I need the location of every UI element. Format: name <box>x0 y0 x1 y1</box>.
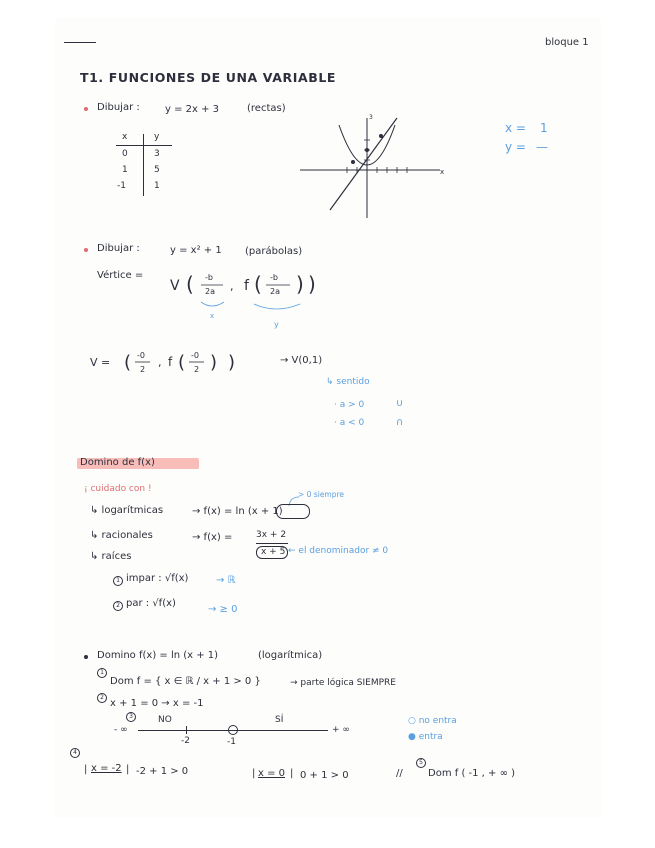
legend-included: ● entra <box>408 732 443 742</box>
xy-table-cell: 5 <box>154 165 160 175</box>
xy-table-header-y: y <box>154 132 160 142</box>
svg-text:): ) <box>210 352 218 373</box>
tick-label-1: -2 <box>181 736 190 746</box>
xy-table-divider <box>143 134 144 196</box>
graph-y-label: 3 <box>369 114 373 121</box>
warning-text: ¡ cuidado con ! <box>84 484 152 494</box>
log-argument-box <box>276 504 310 519</box>
svg-text:2a: 2a <box>205 287 215 296</box>
xy-table-cell: 1 <box>122 165 128 175</box>
xy-table-cell: 3 <box>154 149 160 159</box>
rational-fraction-bar <box>256 543 288 544</box>
side-x-value: 1 <box>540 121 548 135</box>
svg-text:V: V <box>170 278 180 294</box>
svg-text:): ) <box>296 272 304 296</box>
even-root: par : √f(x) <box>126 598 176 609</box>
top-left-dash <box>64 42 96 43</box>
number-line-tick-1 <box>186 726 187 734</box>
svg-text:-0: -0 <box>137 351 145 360</box>
s2-type: (parábolas) <box>245 246 303 257</box>
svg-text:2: 2 <box>140 365 146 374</box>
xy-table-header-rule <box>116 145 172 146</box>
svg-text:,: , <box>158 356 162 369</box>
xy-table-header-x: x <box>122 132 128 142</box>
even-number-badge: 2 <box>113 601 123 611</box>
svg-text:(: ( <box>178 352 186 373</box>
test2-bar: | <box>252 768 256 779</box>
test2-rest: 0 + 1 > 0 <box>300 770 349 781</box>
odd-root-result: → ℝ <box>216 575 236 586</box>
svg-text:): ) <box>228 352 236 373</box>
xy-table-cell: -1 <box>117 181 126 191</box>
example-type: (logarítmica) <box>258 650 323 661</box>
final-domain: Dom f ( -1 , + ∞ ) <box>428 768 515 779</box>
step1-note: → parte lógica SIEMPRE <box>290 678 396 688</box>
rational-label: ↳ racionales <box>90 530 153 541</box>
svg-text:-b: -b <box>270 273 278 282</box>
test2-bar-right: | <box>290 768 294 779</box>
test1-box: x = -2 <box>91 763 122 774</box>
step5-badge: 5 <box>416 758 426 768</box>
xy-table <box>116 132 176 196</box>
bullet-1 <box>84 107 88 111</box>
svg-text:-b: -b <box>205 273 213 282</box>
sentido-label: ↳ sentido <box>326 377 370 387</box>
graph-axis-label: x <box>440 168 445 176</box>
vertex-result: → V(0,1) <box>280 355 323 366</box>
condition-a-positive-symbol: ∪ <box>396 398 404 409</box>
vertex-under-y: y <box>274 320 279 329</box>
no-label: NO <box>158 715 172 725</box>
step2-badge: 2 <box>97 693 107 703</box>
odd-root: impar : √f(x) <box>126 573 189 584</box>
xy-table-cell: 1 <box>154 181 160 191</box>
s2-equation: y = x² + 1 <box>170 245 222 256</box>
annotation-always-positive: > 0 siempre <box>298 490 345 499</box>
xy-table-cell: 0 <box>122 149 128 159</box>
roots-label: ↳ raíces <box>90 551 132 562</box>
vertex-formula <box>168 264 328 334</box>
step3-badge: 3 <box>126 712 136 722</box>
s1-equation: y = 2x + 3 <box>165 104 220 115</box>
s1-prompt: Dibujar : <box>97 102 140 113</box>
line-parabola-sketch <box>295 110 455 220</box>
test1-bar: | <box>84 764 88 775</box>
svg-text:,: , <box>230 280 234 293</box>
legend-not-included: ○ no entra <box>408 716 457 726</box>
example-domain: Domino f(x) = ln (x + 1) <box>97 650 219 661</box>
step4-badge: 4 <box>70 748 80 758</box>
svg-text:(: ( <box>254 272 262 296</box>
side-y-label: y = <box>505 140 526 154</box>
svg-text:2a: 2a <box>270 287 280 296</box>
s2-prompt: Dibujar : <box>97 243 140 254</box>
svg-text:): ) <box>308 272 316 296</box>
bullet-2 <box>84 248 88 252</box>
s1-type: (rectas) <box>247 103 286 114</box>
step2-text: x + 1 = 0 → x = -1 <box>110 698 204 709</box>
vertex-calculation <box>88 344 268 380</box>
condition-a-positive: · a > 0 <box>334 400 365 410</box>
rational-formula: → f(x) = <box>192 532 233 543</box>
step1-text: Dom f = { x ∈ ℝ / x + 1 > 0 } <box>110 676 261 687</box>
even-root-result: → ≥ 0 <box>208 604 238 615</box>
logarithmic-formula: → f(x) = ln (x + 1) <box>192 506 283 517</box>
side-x-label: x = <box>505 121 526 135</box>
domain-heading: Domino de f(x) <box>80 457 155 468</box>
page-title: T1. FUNCIONES DE UNA VARIABLE <box>80 70 337 85</box>
test1-bar-right: | <box>126 764 130 775</box>
rational-denominator: x + 5 <box>261 547 286 557</box>
number-line-left: - ∞ <box>114 725 128 735</box>
condition-a-negative-symbol: ∩ <box>396 417 404 428</box>
svg-text:f: f <box>244 278 249 294</box>
vertex-under-x: x <box>210 312 215 320</box>
rational-numerator: 3x + 2 <box>256 530 287 540</box>
svg-text:f: f <box>168 355 173 369</box>
logarithmic-label: ↳ logarítmicas <box>90 505 164 516</box>
open-circle-at-minus-one <box>228 725 238 735</box>
svg-text:-0: -0 <box>191 351 199 360</box>
side-y-value: — <box>536 140 548 154</box>
si-label: SÍ <box>275 715 284 725</box>
svg-text:(: ( <box>124 352 132 373</box>
step1-badge: 1 <box>97 668 107 678</box>
separator: // <box>396 768 403 779</box>
bullet-3 <box>84 655 88 659</box>
vertex-label: Vértice = <box>97 270 144 281</box>
corner-label: bloque 1 <box>545 37 589 48</box>
odd-number-badge: 1 <box>113 576 123 586</box>
tick-label-2: -1 <box>227 737 236 747</box>
svg-text:2: 2 <box>194 365 200 374</box>
svg-text:V =: V = <box>90 356 111 369</box>
denominator-note: ← el denominador ≠ 0 <box>288 546 389 556</box>
test2-box: x = 0 <box>258 768 286 779</box>
condition-a-negative: · a < 0 <box>334 418 365 428</box>
svg-text:(: ( <box>186 272 194 296</box>
number-line-right: + ∞ <box>332 725 350 735</box>
test1-rest: -2 + 1 > 0 <box>136 766 189 777</box>
